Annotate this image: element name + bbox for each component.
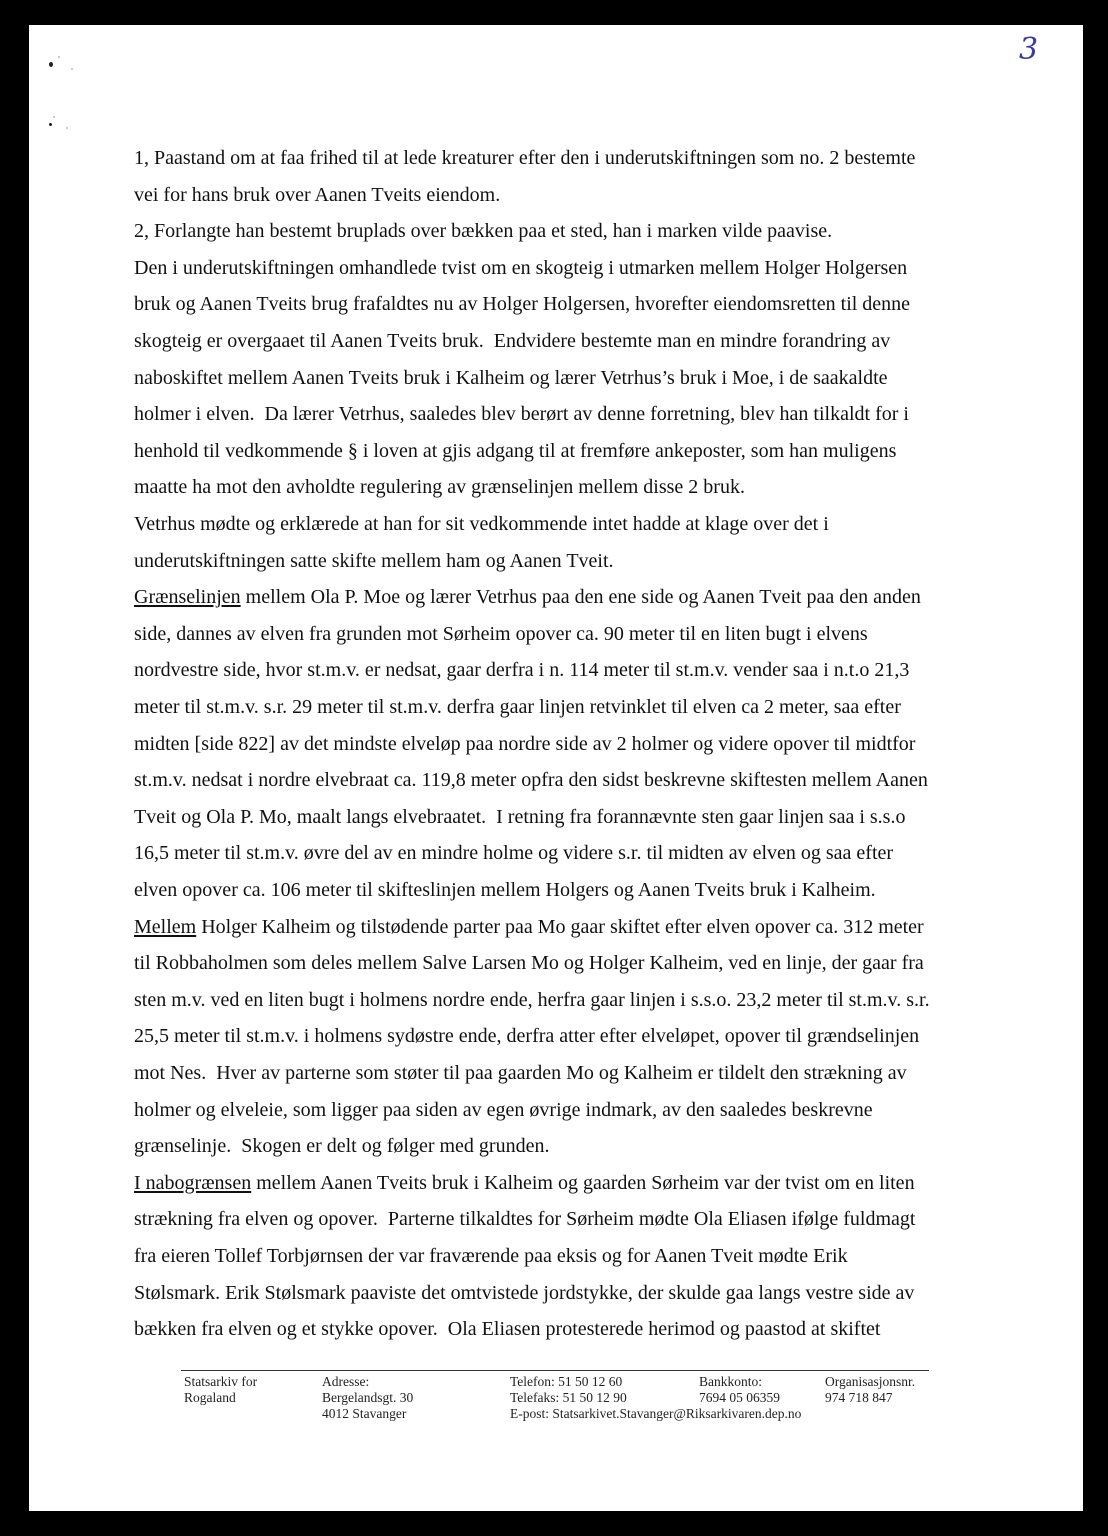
line-text: strækning fra elven og opover. Parterne tilkaldtes for Sørheim mødte Ola Eliasen ifølge fuldmagt bbox=[134, 1208, 916, 1231]
footer-address-street: Bergelandsgt. 30 bbox=[322, 1390, 414, 1405]
footer-org-number: 974 718 847 bbox=[825, 1390, 893, 1405]
line-text: mellem Aanen Tveits bruk i Kalheim og gaarden Sørheim var der tvist om en liten bbox=[251, 1171, 915, 1194]
line-text: til Robbaholmen som deles mellem Salve Larsen Mo og Holger Kalheim, ved en linje, der gaar fra bbox=[134, 952, 924, 975]
footer-org-label: Organisasjonsnr. bbox=[825, 1374, 916, 1389]
line-text: elven opover ca. 106 meter til skifteslinjen mellem Holgers og Aanen Tveits bruk i Kalheim. bbox=[134, 879, 876, 901]
text-line bbox=[134, 582, 921, 612]
text-line bbox=[134, 1058, 907, 1088]
scan-speck bbox=[49, 123, 52, 126]
footer-address bbox=[322, 1374, 413, 1422]
text-line bbox=[134, 253, 907, 283]
text-line bbox=[134, 363, 888, 393]
line-text: 2, Forlangte han bestemt bruplads over bækken paa et sted, han i marken vilde paavise. bbox=[134, 220, 833, 243]
text-line bbox=[134, 216, 832, 246]
line-text: fra eieren Tollef Torbjørnsen der var fraværende paa eksis og for Aanen Tveit mødte Erik bbox=[134, 1245, 848, 1267]
text-line bbox=[134, 546, 614, 576]
line-text: henhold til vedkommende § i loven at gjis adgang til at fremføre ankeposter, som han muligens bbox=[134, 439, 897, 462]
line-text: holmer i elven. Da lærer Vetrhus, saaledes blev berørt av denne forretning, blev han tilkaldt for i bbox=[134, 403, 909, 426]
line-text: maatte ha mot den avholdte regulering av grænselinjen mellem disse 2 bruk. bbox=[134, 476, 745, 499]
line-text: side, dannes av elven fra grunden mot Sørheim opover ca. 90 meter til en liten bugt i elvens bbox=[134, 622, 868, 645]
text-line bbox=[134, 948, 924, 978]
footer-bank-label: Bankkonto: bbox=[699, 1374, 762, 1389]
line-text: bækken fra elven og et stykke opover. Ola Eliasen protesterede herimod og paastod at skiftet bbox=[134, 1318, 881, 1341]
line-text: skogteig er overgaaet til Aanen Tveits bruk. Endvidere bestemte man en mindre forandring av bbox=[134, 330, 891, 352]
line-text: holmer og elveleie, som ligger paa siden av egen øvrige indmark, av den saaledes beskrevne bbox=[134, 1098, 873, 1121]
footer-email: E-post: Statsarkivet.Stavanger@Riksarkivaren.dep.no bbox=[510, 1406, 802, 1421]
line-text: naboskiftet mellem Aanen Tveits bruk i Kalheim og lærer Vetrhus’s bruk i Moe, i de saakaldte bbox=[134, 366, 888, 389]
text-line bbox=[134, 875, 876, 905]
line-text: nordvestre side, hvor st.m.v. er nedsat, gaar derfra i n. 114 meter til st.m.v. vender saa i n.t.o 21,3 bbox=[134, 659, 910, 682]
footer-bank bbox=[699, 1374, 780, 1406]
text-line bbox=[134, 180, 500, 210]
document-page bbox=[29, 25, 1083, 1511]
line-text: Den i underutskiftningen omhandlede tvist om en skogteig i utmarken mellem Holger Holgersen bbox=[134, 256, 908, 279]
footer-phone: Telefon: 51 50 12 60 bbox=[510, 1374, 623, 1389]
footer-org bbox=[825, 1374, 915, 1406]
line-text: mellem Ola P. Moe og lærer Vetrhus paa den ene side og Aanen Tveit paa den anden bbox=[240, 586, 921, 609]
footer-bank-account: 7694 05 06359 bbox=[699, 1390, 780, 1405]
text-line bbox=[134, 985, 930, 1015]
line-text: mot Nes. Hver av parterne som støter til paa gaarden Mo og Kalheim er tildelt den strækning av bbox=[134, 1062, 907, 1084]
text-line bbox=[134, 289, 910, 319]
underlined-heading: Grænselinjen bbox=[134, 586, 241, 609]
text-line bbox=[134, 802, 905, 832]
text-line bbox=[134, 765, 928, 795]
text-line bbox=[134, 326, 890, 356]
text-line bbox=[134, 1204, 915, 1234]
line-text: Holger Kalheim og tilstødende parter paa Mo gaar skiftet efter elven opover ca. 312 meter bbox=[196, 915, 924, 938]
scan-speck bbox=[53, 116, 55, 118]
scan-speck bbox=[49, 62, 53, 67]
line-text: 1, Paastand om at faa frihed til at lede kreaturer efter den i underutskiftningen som no. 2 bestemte bbox=[134, 147, 916, 169]
underlined-heading: Mellem bbox=[134, 915, 197, 938]
line-text: bruk og Aanen Tveits brug frafaldtes nu av Holger Holgersen, hvorefter eiendomsretten til denne bbox=[134, 293, 911, 316]
text-line bbox=[134, 143, 915, 173]
footer-divider bbox=[181, 1370, 929, 1371]
footer-address-city: 4012 Stavanger bbox=[322, 1406, 407, 1421]
text-line bbox=[134, 729, 915, 759]
line-text: midten [side 822] av det mindste elveløp paa nordre side av 2 holmer og videre opover til midtfor bbox=[134, 732, 916, 755]
text-line bbox=[134, 619, 868, 649]
text-line bbox=[134, 1241, 848, 1271]
footer-institution-line: Rogaland bbox=[184, 1390, 236, 1405]
line-text: underutskiftningen satte skifte mellem ham og Aanen Tveit. bbox=[134, 549, 614, 572]
line-text: sten m.v. ved en liten bugt i holmens nordre ende, herfra gaar linjen i s.s.o. 23,2 meter til st.m.v. s.r. bbox=[134, 988, 930, 1011]
footer-fax: Telefaks: 51 50 12 90 bbox=[510, 1390, 627, 1405]
text-line bbox=[134, 1021, 919, 1051]
line-text: Tveit og Ola P. Mo, maalt langs elvebraatet. I retning fra forannævnte sten gaar linjen saa i s.s.o bbox=[134, 805, 906, 828]
text-line bbox=[134, 1131, 549, 1161]
text-line bbox=[134, 1314, 880, 1344]
text-line bbox=[134, 436, 896, 466]
handwritten-page-number: 3 bbox=[1019, 32, 1039, 67]
footer-institution-line: Statsarkiv for bbox=[184, 1374, 258, 1389]
text-line bbox=[134, 399, 909, 429]
text-line bbox=[134, 655, 909, 685]
footer-institution bbox=[184, 1374, 257, 1406]
line-text: Stølsmark. Erik Stølsmark paaviste det omtvistede jordstykke, der skulde gaa langs vestre side av bbox=[134, 1281, 915, 1304]
line-text: Vetrhus mødte og erklærede at han for sit vedkommende intet hadde at klage over det i bbox=[134, 513, 829, 535]
scan-speck bbox=[58, 56, 60, 58]
text-line bbox=[134, 692, 901, 722]
line-text: meter til st.m.v. s.r. 29 meter til st.m.v. derfra gaar linjen retvinklet til elven ca 2 meter, saa efter bbox=[134, 696, 901, 718]
scan-speck bbox=[71, 68, 73, 70]
underlined-heading: I nabogrænsen bbox=[134, 1171, 252, 1194]
line-text: st.m.v. nedsat i nordre elvebraat ca. 119,8 meter opfra den sidst beskrevne skiftesten mellem Aanen bbox=[134, 769, 928, 792]
text-line bbox=[134, 912, 924, 942]
text-line bbox=[134, 509, 829, 539]
line-text: vei for hans bruk over Aanen Tveits eiendom. bbox=[134, 183, 501, 206]
text-line bbox=[134, 1278, 914, 1308]
line-text: 25,5 meter til st.m.v. i holmens sydøstre ende, derfra atter efter elveløpet, opover til grændselinjen bbox=[134, 1025, 920, 1048]
line-text: grænselinje. Skogen er delt og følger med grunden. bbox=[134, 1135, 550, 1158]
text-line bbox=[134, 1095, 873, 1125]
text-line bbox=[134, 472, 745, 502]
footer-address-label: Adresse: bbox=[322, 1374, 370, 1389]
scan-speck bbox=[66, 127, 68, 129]
line-text: 16,5 meter til st.m.v. øvre del av en mindre holme og videre s.r. til midten av elven og saa efter bbox=[134, 842, 894, 865]
text-line bbox=[134, 838, 893, 868]
text-line bbox=[134, 1168, 915, 1198]
